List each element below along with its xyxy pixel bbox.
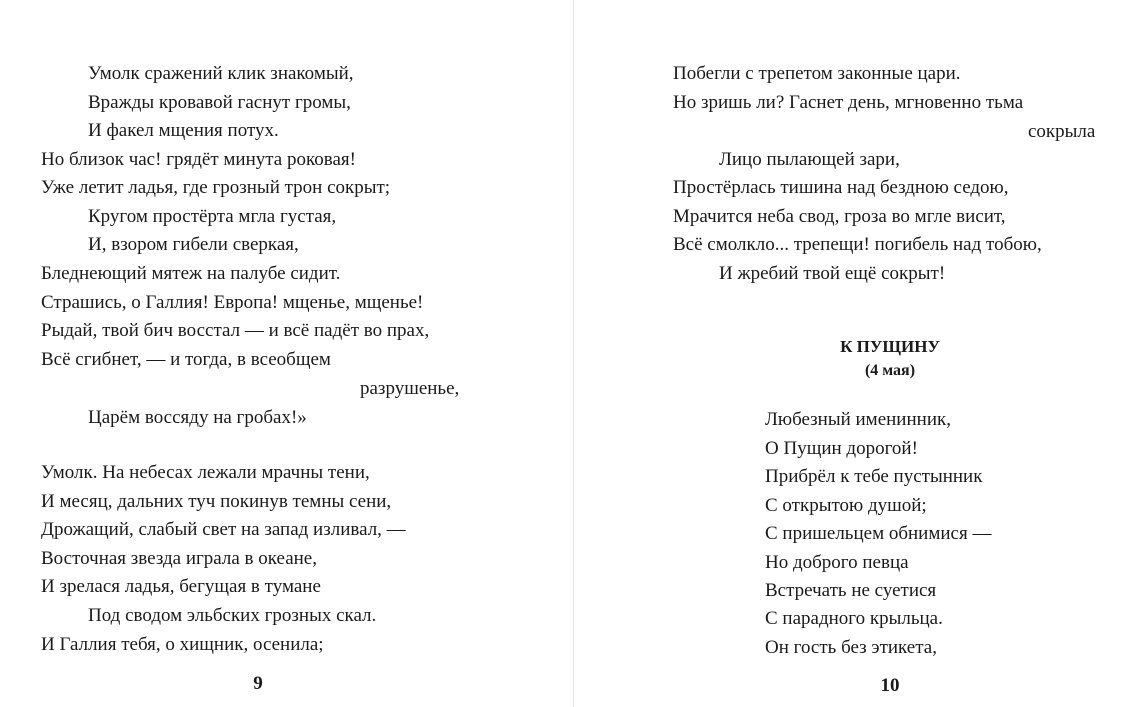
poem-line: Умолк. На небесах лежали мрачны тени, xyxy=(41,462,370,483)
poem-line: Бледнеющий мятеж на палубе сидит. xyxy=(41,263,341,284)
poem-line: И зрелася ладья, бегущая в тумане xyxy=(41,576,321,597)
poem-line: Умолк сражений клик знакомый, xyxy=(88,63,354,84)
poem-line: С парадного крыльца. xyxy=(765,608,943,629)
poem-line: Вражды кровавой гаснут громы, xyxy=(88,92,351,113)
poem-line: Всё смолкло... трепещи! погибель над тобою, xyxy=(673,234,1042,255)
poem-line: Мрачится неба свод, гроза во мгле висит, xyxy=(673,206,1006,227)
poem-line: Дрожащий, слабый свет на запад изливал, — xyxy=(41,519,406,540)
poem-line: О Пущин дорогой! xyxy=(765,438,918,459)
poem-line: Рыдай, твой бич восстал — и всё падёт во прах, xyxy=(41,320,430,341)
poem-line: Кругом простёрта мгла густая, xyxy=(88,206,337,227)
poem-line: сокрыла xyxy=(1028,121,1096,142)
poem-line: С открытою душой; xyxy=(765,495,927,516)
poem-line: С пришельцем обнимися — xyxy=(765,523,992,544)
poem-subtitle: (4 мая) xyxy=(864,362,916,379)
poem-line: И жребий твой ещё сокрыт! xyxy=(719,263,946,284)
poem-line: Любезный именинник, xyxy=(765,409,951,430)
poem-line: Царём воссяду на гробах!» xyxy=(88,407,307,428)
poem-line: Но близок час! грядёт минута роковая! xyxy=(41,149,356,170)
poem-line: Но зришь ли? Гаснет день, мгновенно тьма xyxy=(673,92,1024,113)
poem-line: Лицо пылающей зари, xyxy=(719,149,900,170)
poem-line: И факел мщения потух. xyxy=(88,120,279,141)
page-number: 9 xyxy=(253,673,263,694)
poem-line: И Галлия тебя, о хищник, осенила; xyxy=(41,634,324,655)
poem-line: Но доброго певца xyxy=(765,552,909,573)
poem-line: Всё сгибнет, — и тогда, в всеобщем xyxy=(41,349,331,370)
poem-line: И месяц, дальних туч покинув темны сени, xyxy=(41,491,392,512)
poem-title: К ПУЩИНУ xyxy=(840,337,940,356)
poem-line: Побегли с трепетом законные цари. xyxy=(673,63,961,84)
poem-line: Под сводом эльбских грозных скал. xyxy=(88,605,377,626)
poem-line: Прибрёл к тебе пустынник xyxy=(765,466,983,487)
page-number: 10 xyxy=(880,675,900,696)
poem-line: Страшись, о Галлия! Европа! мщенье, мщенье! xyxy=(41,292,424,313)
right-page xyxy=(574,0,1132,707)
poem-line: Встречать не суетися xyxy=(765,580,937,601)
poem-line: Уже летит ладья, где грозный трон сокрыт; xyxy=(41,177,391,198)
poem-line: Восточная звезда играла в океане, xyxy=(41,548,317,569)
poem-line: разрушенье, xyxy=(360,378,460,399)
poem-line: Простёрлась тишина над бездною седою, xyxy=(673,177,1009,198)
poem-line: Он гость без этикета, xyxy=(765,637,937,658)
poem-line: И, взором гибели сверкая, xyxy=(88,234,299,255)
